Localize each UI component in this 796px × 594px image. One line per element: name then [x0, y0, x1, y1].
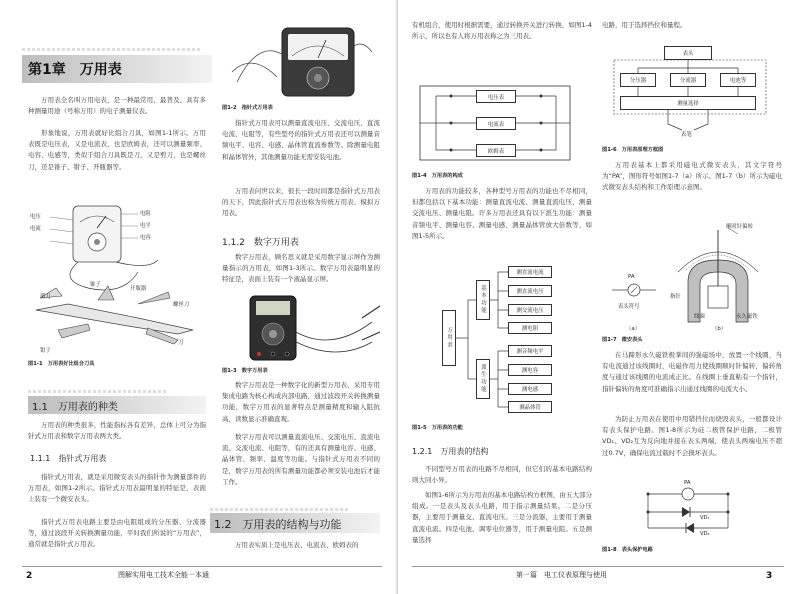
footer-title-left: 图解实用电工技术全能一本通 [118, 571, 209, 579]
figure-1-7 [608, 212, 778, 332]
chapter-decor [22, 48, 202, 51]
box-basic-functions: 基本功能 [476, 280, 490, 320]
label-kaipingqi: 开瓶器 [130, 286, 147, 292]
protection-circuit-diagram [638, 480, 738, 540]
box-meter-head: 表头 [664, 46, 712, 60]
chapter-title: 第1章 万用表 [28, 62, 122, 78]
function-item: 测直流电流 [508, 266, 552, 278]
label-jiandao: 剪刀 [40, 294, 51, 300]
column2-paragraph-1: 指针式万用表可以测量直流电压、交流电压、直流电流、电阻等，有些型号的指针式万用表还可以测量音频电平、电容、电感、晶体管直流参数等。除测量电阻和晶体管外，其他测量功能无需安装电池。 [222, 119, 380, 161]
figure-1-1-caption: 图1-1 万用表好比组合刀具 [28, 361, 95, 367]
label-qianzi: 钳子 [40, 348, 51, 354]
figure-1-5-caption: 图1-5 万用表的功能 [412, 425, 463, 431]
figure-1-6-caption: 图1-6 万用表原理方框图 [602, 147, 664, 153]
footer-rule [22, 566, 382, 567]
section-1-1-2-text: 数字万用表，顾名思义就是采用数字显示屏作为测量指示的万用表，如图1-3所示。数字万用表最明显的特征是，表面上装有一个液晶显示屏。 [222, 253, 380, 284]
label-a: （a） [626, 326, 641, 332]
box-voltage-divider: 分压器 [620, 73, 656, 87]
analog-multimeter-illustration [222, 22, 382, 102]
digital-multimeter-illustration [222, 292, 382, 364]
figure-1-7-caption: 图1-7 微安表头 [602, 337, 643, 343]
label-magnet: 永久磁铁 [736, 314, 758, 320]
column2-paragraph-3: 数字万用表是一种数字化的新型万用表，采用专用集成电路为核心构成内部电路，通过波段开关转换测量功能，数字万用表的显著特点是测量精度和输入阻抗高，读数显示准确直观。 [222, 381, 380, 423]
label-symbol: 表头符号 [618, 304, 640, 310]
label-zhuizi: 锥子 [90, 282, 101, 288]
section-1-1-text: 万用表的种类很多，性能指标各有差异，总体上可分为指针式万用表和数字万用表两大类。 [28, 421, 206, 441]
function-item: 测晶体管 [508, 401, 552, 413]
right-col2-paragraph-4: 为防止万用表在使用中用错挡位而烧毁表头，一般都设计有表头保护电路。图1-8所示为硅二极管保护电路，二极管VD₁、VD₂互为反向地并接在表头两端，使表头两端电压不超过0.7V，确保电流过载时不会损坏表头。 [602, 415, 782, 457]
box-current-shunt: 分流器 [670, 73, 706, 87]
section-1-1-1-title: 1.1.1 指针式万用表 [30, 454, 107, 463]
label-deflection: 顺时针偏转 [726, 224, 753, 230]
section-1-1-title: 1.1 万用表的种类 [32, 402, 118, 413]
label-vd1: VD₁ [700, 515, 710, 521]
section-decor [28, 390, 168, 393]
section-1-2-1-text-1: 不同型号万用表的电路不尽相同，但它们的基本电路结构则大同小异。 [412, 465, 592, 485]
label-b: （b） [712, 326, 727, 332]
footer-rule-right [412, 566, 784, 567]
right-col2-top: 电路，用于选择挡位和量程。 [602, 21, 687, 29]
right-col1-top: 有机组合，使用时根据需要，通过转换开关进行转换，如图1-4所示，所以也有人将万用表称之为三用表。 [412, 21, 592, 41]
right-col2-paragraph-2: 万用表基本上都采用磁电式微安表头，其文字符号为“PA”，图形符号如图1-7（a）所示。图1-7（b）所示为磁电式微安表头结构和工作原理示意图。 [602, 161, 782, 192]
column2-paragraph-4: 数字万用表可以测量直流电压、交流电压、直流电流、交流电流、电阻等，有的还具有测量电容、电感、晶体管、频率、温度等功能。与指针式万用表不同的是，数字万用表的所有测量功能都必须安装电池后才能工作。 [222, 433, 380, 486]
right-col2-paragraph-3: 在马蹄形永久磁铁极掌间的强磁场中，放置一个线圈，当有电流通过该线圈时，电磁作用力使线圈顺时针偏转，偏转角度与通过该线圈的电流成正比。在线圈上垂直粘有一个指针，指针偏转的角度可准确指示出通过线圈的电流大小。 [602, 351, 782, 393]
label-dianrong: 电容 [140, 235, 151, 241]
figure-1-1 [28, 200, 206, 356]
label-vd2: VD₂ [700, 531, 710, 537]
label-coil: 线圈 [694, 314, 705, 320]
box-ohmmeter: 欧姆表 [476, 144, 516, 157]
page-number-right: 3 [766, 571, 773, 581]
section-1-2-text: 万用表实质上是电压表、电流表、欧姆表的 [235, 541, 359, 549]
page-number-left: 2 [26, 571, 33, 581]
section-1-2-1-text-2: 如图1-6所示为万用表的基本电路结构方框图，由五大部分组成。一是表头及表头电路，用于指示测量结果。二是分压器，主要用于测量交、直流电压。三是分流器，主要用于测量直流电流。四是电池、调零电位器等，用于测量电阻。五是测量选择 [412, 491, 592, 544]
label-dianzu: 电阻 [140, 211, 151, 217]
figure-1-6 [608, 40, 778, 140]
box-measure-select: 测量选择 [620, 96, 756, 110]
label-pa-protect: PA [684, 480, 691, 486]
section-decor-2 [210, 508, 350, 511]
function-item: 测直流电压 [508, 285, 552, 297]
box-battery: 电池等 [720, 73, 756, 87]
label-test-leads: 表笔 [681, 132, 692, 138]
label-pa: PA [628, 274, 635, 280]
label-dianya: 电压 [30, 214, 41, 220]
label-pointer: 指针 [670, 294, 681, 300]
figure-1-8 [638, 480, 738, 540]
multimeter-tools-illustration [28, 200, 206, 356]
box-derived-functions: 派生功能 [476, 359, 490, 399]
figure-1-5 [428, 262, 578, 418]
column2-paragraph-2: 万用表问世以来，很长一段时间都是指针式万用表的天下，因此指针式万用表也称为传统万用表、模拟万用表。 [222, 187, 380, 218]
figure-1-8-caption: 图1-8 表头保护电路 [602, 547, 653, 553]
right-page [398, 0, 796, 594]
figure-1-3-caption: 图1-3 数字万用表 [222, 368, 268, 374]
box-ammeter: 电流表 [476, 117, 516, 130]
section-1-1-1-text-1: 指针式万用表，就是采用微安表头的指针作为测量部件的万用表，如图1-2所示。指针式万用表最明显的特征是，表面上装有一个微安表头。 [28, 473, 206, 504]
label-dianliu: 电流 [30, 226, 41, 232]
box-multimeter-root: 万用表 [442, 310, 456, 366]
box-voltmeter: 电压表 [476, 90, 516, 103]
function-item: 测交流电压 [508, 304, 552, 316]
function-item: 测电容 [508, 364, 552, 376]
footer-title-right: 第一篇 电工仪表原理与使用 [516, 571, 607, 579]
function-item: 测音频电平 [508, 345, 552, 357]
figure-1-2 [222, 22, 382, 102]
section-1-2-1-title: 1.2.1 万用表的结构 [412, 447, 489, 456]
section-1-1-1-text-2: 指针式万用表电路主要是由电阻组成的分压器、分流器等，通过波段开关转换测量功能，平时我们所说的“万用表”，通常就是指针式万用表。 [28, 518, 206, 549]
label-luosidao: 螺丝刀 [173, 302, 190, 308]
figure-1-3 [222, 292, 382, 364]
function-item: 测电阻 [508, 322, 552, 334]
label-dianping: 电平 [140, 223, 151, 229]
figure-1-4-caption: 图1-4 万用表的构成 [412, 173, 463, 179]
intro-paragraph-2: 形象地说，万用表就好比组合刀具，如图1-1所示。万用表既是电压表，又是电流表，也是欧姆表，还可以测量频率、电容、电感等，类似于组合刀具既是刀，又是剪刀，也是螺丝刀，还是锥子、钳子、开瓶器等。 [28, 129, 206, 171]
figure-1-4 [416, 80, 576, 166]
function-item: 测电感 [508, 383, 552, 395]
section-1-2-title: 1.2 万用表的结构与功能 [214, 518, 342, 531]
figure-1-2-caption: 图1-2 指针式万用表 [222, 105, 273, 111]
right-col1-paragraph-2: 万用表的功能较多，各种型号万用表的功能也不尽相同，但都包括以下基本功能：测量直流电流、测量直流电压、测量交流电压、测量电阻。许多万用表还具有以下派生功能：测量音频电平、测量电容、测量电感、测量晶体管放大倍数等，如图1-5所示。 [412, 187, 592, 240]
intro-paragraph-1: 万用表全名叫万用电表，是一种最常用、最普及、具有多种测量用途（号称万用）的电子测量仪表。 [28, 96, 206, 116]
label-dao: 刀 [178, 340, 184, 346]
section-1-1-2-title: 1.1.2 数字万用表 [222, 238, 299, 248]
